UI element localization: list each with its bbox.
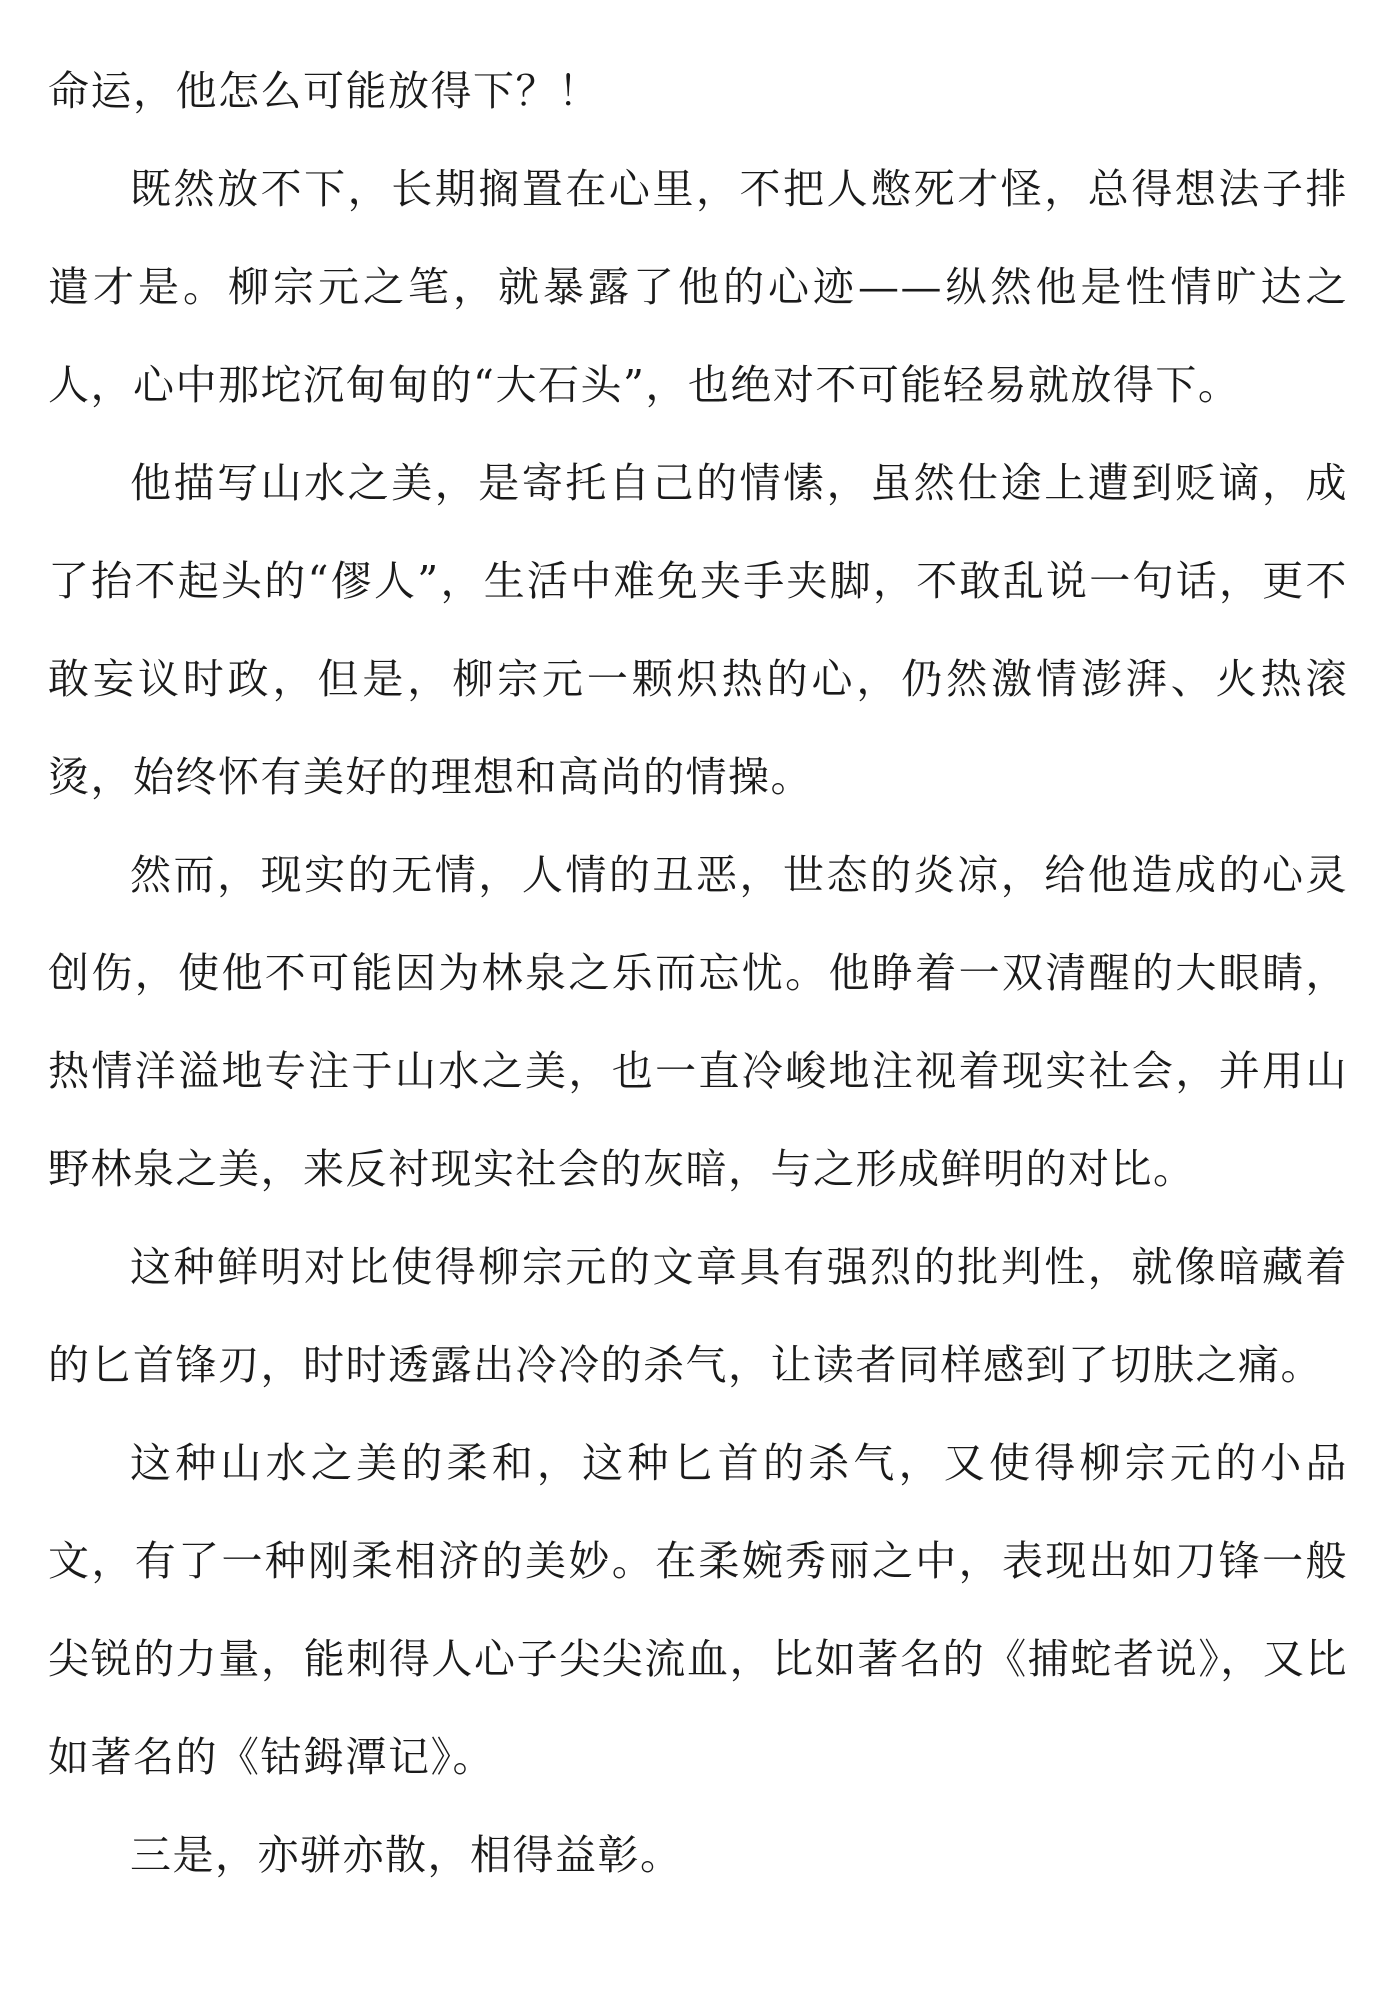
document-body (48, 42, 1348, 1904)
paragraph: 既然放不下，长期搁置在心里，不把人憋死才怪，总得想法子排遣才是。柳宗元之笔，就暴露了他的心迹——纵然他是性情旷达之人，心中那坨沉甸甸的“大石头”，也绝对不可能轻易就放得下。 (48, 165, 1348, 409)
paragraph: 这种鲜明对比使得柳宗元的文章具有强烈的批判性，就像暗藏着的匕首锋刃，时时透露出冷冷的杀气，让读者同样感到了切肤之痛。 (48, 1243, 1348, 1389)
paragraph: 这种山水之美的柔和，这种匕首的杀气，又使得柳宗元的小品文，有了一种刚柔相济的美妙。在柔婉秀丽之中，表现出如刀锋一般尖锐的力量，能刺得人心子尖尖流血，比如著名的《捕蛇者说》，又比如著名的《钴鉧潭记》。 (48, 1439, 1348, 1781)
paragraph-continuation: 命运，他怎么可能放得下？！ (48, 67, 601, 115)
paragraph: 他描写山水之美，是寄托自己的情愫，虽然仕途上遭到贬谪，成了抬不起头的“僇人”，生活中难免夹手夹脚，不敢乱说一句话，更不敢妄议时政，但是，柳宗元一颗炽热的心，仍然激情澎湃、火热滚烫，始终怀有美好的理想和高尚的情操。 (48, 459, 1348, 801)
paragraph-heading: 三是，亦骈亦散，相得益彰。 (130, 1831, 683, 1879)
paragraph: 然而，现实的无情，人情的丑恶，世态的炎凉，给他造成的心灵创伤，使他不可能因为林泉之乐而忘忧。他睁着一双清醒的大眼睛，热情洋溢地专注于山水之美，也一直冷峻地注视着现实社会，并用山野林泉之美，来反衬现实社会的灰暗，与之形成鲜明的对比。 (48, 851, 1348, 1193)
